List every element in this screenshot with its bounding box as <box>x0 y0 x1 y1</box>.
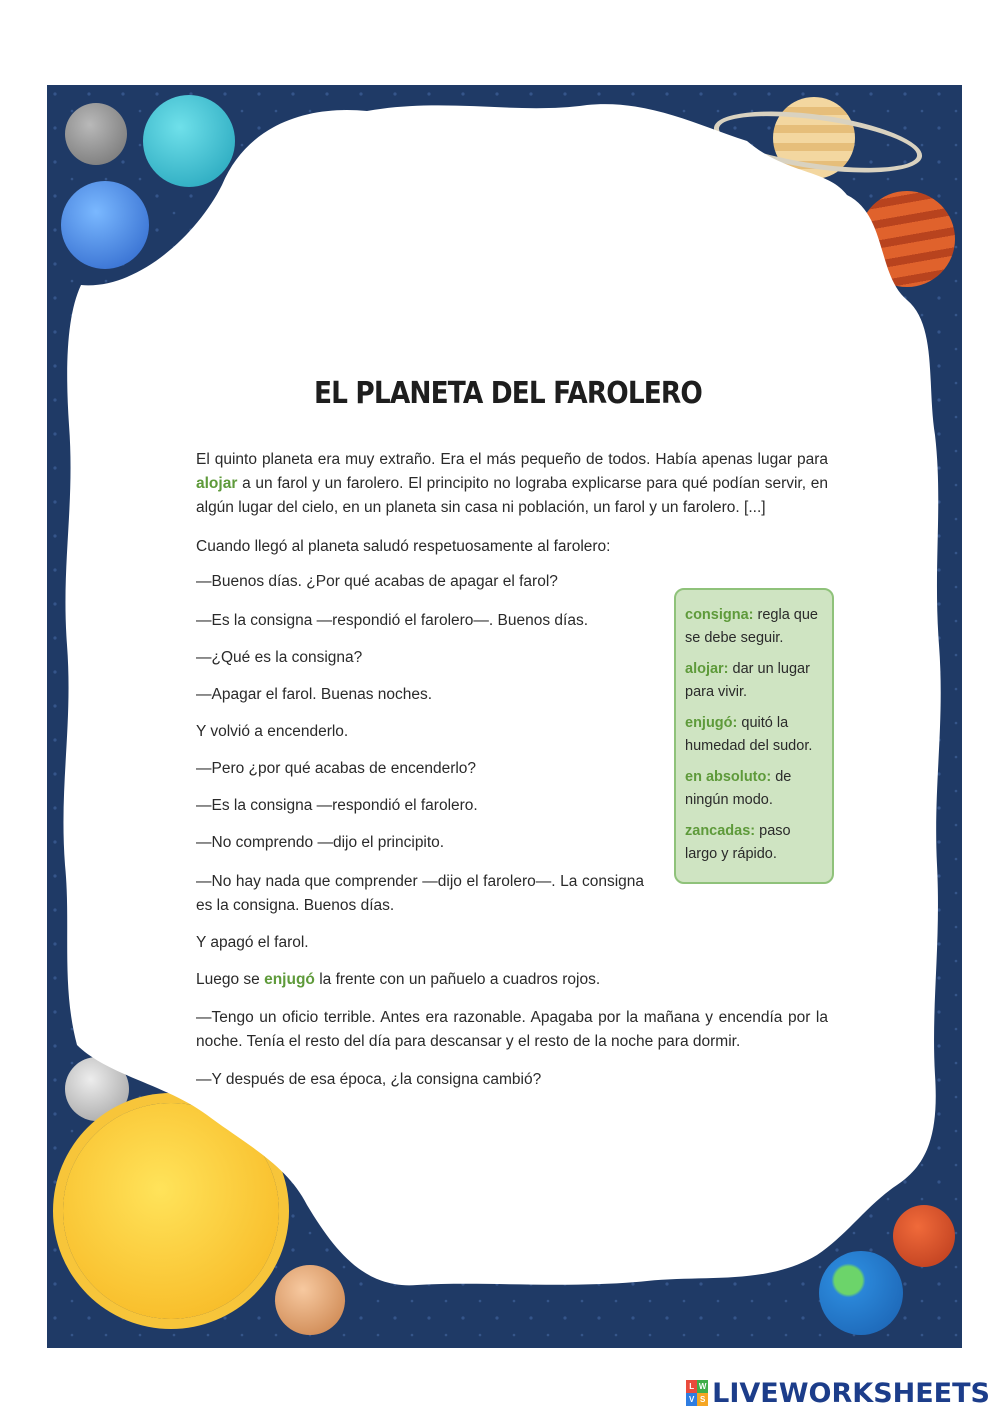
glossary-entry: consigna: regla que se debe seguir. <box>685 607 818 646</box>
dialogue-line: —Y después de esa época, ¿la consigna cambió? <box>196 1071 542 1088</box>
paragraph-text: El quinto planeta era muy extraño. Era el más pequeño de todos. Había apenas lugar para <box>196 451 828 468</box>
paragraph-text: Luego se <box>196 971 265 988</box>
paragraph-2: Cuando llegó al planeta saludó respetuosamente al farolero: <box>196 538 611 555</box>
dialogue-line: —Tengo un oficio terrible. Antes era razonable. Apagaba por la mañana y encendía por la noche. Tenía el resto del día para descansar y el resto de la noche para dormir. <box>196 1009 828 1050</box>
keyword-alojar: alojar <box>196 475 238 492</box>
dialogue-line: —Apagar el farol. Buenas noches. <box>196 686 433 703</box>
narration-line: Y volvió a encenderlo. <box>196 723 349 740</box>
glossary-entry: alojar: dar un lugar para vivir. <box>685 661 810 700</box>
keyword-enjugo: enjugó <box>264 971 315 988</box>
dialogue-line: —Es la consigna —respondió el farolero—. Buenos días. <box>196 612 589 629</box>
dialogue-line: —No comprendo —dijo el principito. <box>196 834 445 851</box>
logo-badge-icon: L W V S <box>686 1380 708 1406</box>
dialogue-line: —Pero ¿por qué acabas de encenderlo? <box>196 760 477 777</box>
dialogue-line: —Buenos días. ¿Por qué acabas de apagar el farol? <box>196 573 558 590</box>
paragraph-1 <box>196 448 828 520</box>
paragraph-text: a un farol y un farolero. El principito no lograba explicarse para qué podían servir, en algún lugar del cielo, en un planeta sin casa ni población, un farol y un farolero. [...] <box>196 475 828 516</box>
narration-line <box>196 968 828 992</box>
glossary-box <box>674 588 834 884</box>
dialogue-line: —No hay nada que comprender —dijo el farolero—. La consigna es la consigna. Buenos días. <box>196 873 644 914</box>
glossary-entry: zancadas: paso largo y rápido. <box>685 823 791 862</box>
liveworksheets-logo[interactable] <box>686 1376 990 1410</box>
glossary-entry: en absoluto: de ningún modo. <box>685 769 792 808</box>
glossary-entry: enjugó: quitó la humedad del sudor. <box>685 715 813 754</box>
narration-line: Y apagó el farol. <box>196 934 309 951</box>
paragraph-text: la frente con un pañuelo a cuadros rojos. <box>314 971 601 988</box>
dialogue-line: —Es la consigna —respondió el farolero. <box>196 797 478 814</box>
dialogue-line: —¿Qué es la consigna? <box>196 649 363 666</box>
logo-text: LIVEWORKSHEETS <box>712 1377 990 1409</box>
page-title: EL PLANETA DEL FAROLERO <box>314 376 702 411</box>
